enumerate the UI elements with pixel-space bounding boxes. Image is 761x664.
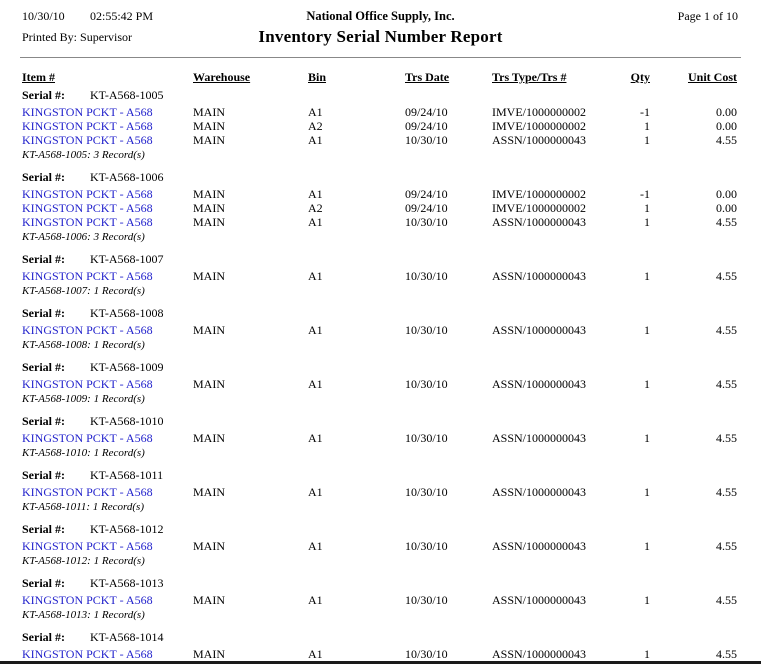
bin-cell: A1 xyxy=(308,431,323,445)
serial-group xyxy=(0,576,761,622)
serial-rows xyxy=(0,593,761,607)
trs-type-cell: IMVE/1000000002 xyxy=(492,105,586,119)
serial-group xyxy=(0,414,761,460)
qty-cell: 1 xyxy=(644,377,650,391)
table-row xyxy=(0,201,761,215)
group-record-count: KT-A568-1013: 1 Record(s) xyxy=(22,609,145,621)
group-record-count: KT-A568-1012: 1 Record(s) xyxy=(22,555,145,567)
serial-label: Serial #: xyxy=(22,522,65,536)
unit-cost-cell: 0.00 xyxy=(716,201,737,215)
trs-type-cell: ASSN/1000000043 xyxy=(492,269,587,283)
qty-cell: 1 xyxy=(644,485,650,499)
serial-number: KT-A568-1014 xyxy=(90,630,164,644)
unit-cost-cell: 4.55 xyxy=(716,215,737,229)
serial-number: KT-A568-1012 xyxy=(90,522,164,536)
serial-number: KT-A568-1007 xyxy=(90,252,164,266)
report-header-top xyxy=(0,0,761,22)
warehouse-cell: MAIN xyxy=(193,377,225,391)
unit-cost-cell: 4.55 xyxy=(716,133,737,147)
qty-cell: 1 xyxy=(644,323,650,337)
trs-date-cell: 10/30/10 xyxy=(405,377,448,391)
serial-line xyxy=(0,468,761,482)
item-link[interactable]: KINGSTON PCKT - A568 xyxy=(22,323,153,337)
bin-cell: A1 xyxy=(308,187,323,201)
serial-number: KT-A568-1010 xyxy=(90,414,164,428)
unit-cost-cell: 4.55 xyxy=(716,593,737,607)
trs-type-cell: ASSN/1000000043 xyxy=(492,593,587,607)
serial-line xyxy=(0,360,761,374)
warehouse-cell: MAIN xyxy=(193,647,225,661)
qty-cell: 1 xyxy=(644,539,650,553)
trs-date-cell: 10/30/10 xyxy=(405,539,448,553)
item-link[interactable]: KINGSTON PCKT - A568 xyxy=(22,431,153,445)
serial-label: Serial #: xyxy=(22,88,65,102)
serial-line xyxy=(0,306,761,320)
serial-number: KT-A568-1005 xyxy=(90,88,164,102)
table-row xyxy=(0,377,761,391)
table-row xyxy=(0,539,761,553)
column-header-trs-type: Trs Type/Trs # xyxy=(492,70,567,84)
table-row xyxy=(0,215,761,229)
item-link[interactable]: KINGSTON PCKT - A568 xyxy=(22,119,153,133)
group-record-count: KT-A568-1005: 3 Record(s) xyxy=(22,149,145,161)
serial-number: KT-A568-1009 xyxy=(90,360,164,374)
qty-cell: -1 xyxy=(640,187,650,201)
column-header-item: Item # xyxy=(22,70,55,84)
serial-group xyxy=(0,468,761,514)
table-row xyxy=(0,119,761,133)
trs-type-cell: ASSN/1000000043 xyxy=(492,539,587,553)
item-link[interactable]: KINGSTON PCKT - A568 xyxy=(22,133,153,147)
serial-label: Serial #: xyxy=(22,306,65,320)
trs-type-cell: ASSN/1000000043 xyxy=(492,215,587,229)
serial-rows xyxy=(0,647,761,661)
serial-label: Serial #: xyxy=(22,414,65,428)
report-body xyxy=(0,88,761,661)
trs-date-cell: 10/30/10 xyxy=(405,215,448,229)
column-header-unit-cost: Unit Cost xyxy=(687,70,737,84)
serial-rows xyxy=(0,187,761,229)
qty-cell: 1 xyxy=(644,647,650,661)
trs-date-cell: 10/30/10 xyxy=(405,485,448,499)
serial-line xyxy=(0,414,761,428)
table-row xyxy=(0,593,761,607)
unit-cost-cell: 0.00 xyxy=(716,187,737,201)
item-link[interactable]: KINGSTON PCKT - A568 xyxy=(22,187,153,201)
qty-cell: 1 xyxy=(644,215,650,229)
warehouse-cell: MAIN xyxy=(193,119,225,133)
qty-cell: 1 xyxy=(644,593,650,607)
serial-line xyxy=(0,170,761,184)
serial-line xyxy=(0,522,761,536)
warehouse-cell: MAIN xyxy=(193,593,225,607)
table-row xyxy=(0,187,761,201)
bin-cell: A1 xyxy=(308,485,323,499)
trs-type-cell: IMVE/1000000002 xyxy=(492,201,586,215)
printed-by-label: Printed By: xyxy=(22,30,78,44)
serial-group xyxy=(0,88,761,162)
table-row xyxy=(0,323,761,337)
printed-by-value: Supervisor xyxy=(80,30,133,44)
serial-rows xyxy=(0,431,761,445)
table-row xyxy=(0,105,761,119)
table-row xyxy=(0,269,761,283)
unit-cost-cell: 4.55 xyxy=(716,269,737,283)
trs-type-cell: IMVE/1000000002 xyxy=(492,119,586,133)
item-link[interactable]: KINGSTON PCKT - A568 xyxy=(22,269,153,283)
item-link[interactable]: KINGSTON PCKT - A568 xyxy=(22,485,153,499)
trs-type-cell: IMVE/1000000002 xyxy=(492,187,586,201)
bin-cell: A1 xyxy=(308,105,323,119)
page-indicator: Page 1 of 10 xyxy=(677,9,738,23)
serial-group xyxy=(0,522,761,568)
group-record-count: KT-A568-1006: 3 Record(s) xyxy=(22,231,145,243)
trs-type-cell: ASSN/1000000043 xyxy=(492,377,587,391)
item-link[interactable]: KINGSTON PCKT - A568 xyxy=(22,593,153,607)
unit-cost-cell: 0.00 xyxy=(716,119,737,133)
report-time: 02:55:42 PM xyxy=(90,9,154,23)
table-row xyxy=(0,485,761,499)
serial-label: Serial #: xyxy=(22,576,65,590)
table-row xyxy=(0,647,761,661)
trs-type-cell: ASSN/1000000043 xyxy=(492,485,587,499)
group-record-count: KT-A568-1007: 1 Record(s) xyxy=(22,285,145,297)
serial-group xyxy=(0,306,761,352)
serial-label: Serial #: xyxy=(22,170,65,184)
qty-cell: 1 xyxy=(644,119,650,133)
unit-cost-cell: 4.55 xyxy=(716,485,737,499)
group-record-count: KT-A568-1009: 1 Record(s) xyxy=(22,393,145,405)
serial-number: KT-A568-1006 xyxy=(90,170,164,184)
serial-rows xyxy=(0,105,761,147)
serial-label: Serial #: xyxy=(22,252,65,266)
item-link[interactable]: KINGSTON PCKT - A568 xyxy=(22,215,153,229)
warehouse-cell: MAIN xyxy=(193,431,225,445)
group-record-count: KT-A568-1011: 1 Record(s) xyxy=(22,501,144,513)
item-link[interactable]: KINGSTON PCKT - A568 xyxy=(22,647,153,661)
table-row xyxy=(0,133,761,147)
serial-label: Serial #: xyxy=(22,630,65,644)
trs-date-cell: 10/30/10 xyxy=(405,431,448,445)
unit-cost-cell: 4.55 xyxy=(716,431,737,445)
serial-group xyxy=(0,360,761,406)
trs-date-cell: 09/24/10 xyxy=(405,187,448,201)
column-headers xyxy=(0,70,761,85)
group-record-count: KT-A568-1008: 1 Record(s) xyxy=(22,339,145,351)
qty-cell: 1 xyxy=(644,201,650,215)
bin-cell: A1 xyxy=(308,323,323,337)
serial-label: Serial #: xyxy=(22,468,65,482)
unit-cost-cell: 0.00 xyxy=(716,105,737,119)
bin-cell: A1 xyxy=(308,269,323,283)
serial-group xyxy=(0,630,761,661)
serial-line xyxy=(0,576,761,590)
trs-date-cell: 10/30/10 xyxy=(405,647,448,661)
serial-rows xyxy=(0,485,761,499)
unit-cost-cell: 4.55 xyxy=(716,539,737,553)
trs-date-cell: 10/30/10 xyxy=(405,593,448,607)
report-title: Inventory Serial Number Report xyxy=(258,27,503,46)
trs-type-cell: ASSN/1000000043 xyxy=(492,431,587,445)
table-row xyxy=(0,431,761,445)
serial-rows xyxy=(0,539,761,553)
qty-cell: 1 xyxy=(644,269,650,283)
warehouse-cell: MAIN xyxy=(193,269,225,283)
group-record-count: KT-A568-1010: 1 Record(s) xyxy=(22,447,145,459)
serial-line xyxy=(0,88,761,102)
trs-type-cell: ASSN/1000000043 xyxy=(492,323,587,337)
trs-date-cell: 10/30/10 xyxy=(405,323,448,337)
qty-cell: 1 xyxy=(644,133,650,147)
warehouse-cell: MAIN xyxy=(193,485,225,499)
serial-rows xyxy=(0,323,761,337)
qty-cell: 1 xyxy=(644,431,650,445)
warehouse-cell: MAIN xyxy=(193,187,225,201)
item-link[interactable]: KINGSTON PCKT - A568 xyxy=(22,201,153,215)
bin-cell: A2 xyxy=(308,201,323,215)
warehouse-cell: MAIN xyxy=(193,539,225,553)
column-header-warehouse: Warehouse xyxy=(193,70,251,84)
trs-type-cell: ASSN/1000000043 xyxy=(492,133,587,147)
warehouse-cell: MAIN xyxy=(193,323,225,337)
item-link[interactable]: KINGSTON PCKT - A568 xyxy=(22,105,153,119)
bin-cell: A1 xyxy=(308,539,323,553)
report-date: 10/30/10 xyxy=(22,9,65,23)
unit-cost-cell: 4.55 xyxy=(716,647,737,661)
serial-rows xyxy=(0,377,761,391)
bin-cell: A2 xyxy=(308,119,323,133)
serial-number: KT-A568-1008 xyxy=(90,306,164,320)
qty-cell: -1 xyxy=(640,105,650,119)
trs-date-cell: 10/30/10 xyxy=(405,133,448,147)
bin-cell: A1 xyxy=(308,647,323,661)
trs-date-cell: 09/24/10 xyxy=(405,119,448,133)
serial-label: Serial #: xyxy=(22,360,65,374)
serial-line xyxy=(0,252,761,266)
trs-type-cell: ASSN/1000000043 xyxy=(492,647,587,661)
serial-group xyxy=(0,252,761,298)
unit-cost-cell: 4.55 xyxy=(716,377,737,391)
serial-number: KT-A568-1013 xyxy=(90,576,164,590)
item-link[interactable]: KINGSTON PCKT - A568 xyxy=(22,377,153,391)
bin-cell: A1 xyxy=(308,377,323,391)
header-divider xyxy=(20,57,741,58)
company-name: National Office Supply, Inc. xyxy=(306,9,455,23)
column-header-qty: Qty xyxy=(630,70,650,84)
bin-cell: A1 xyxy=(308,133,323,147)
warehouse-cell: MAIN xyxy=(193,105,225,119)
unit-cost-cell: 4.55 xyxy=(716,323,737,337)
serial-rows xyxy=(0,269,761,283)
bin-cell: A1 xyxy=(308,215,323,229)
warehouse-cell: MAIN xyxy=(193,133,225,147)
serial-line xyxy=(0,630,761,644)
warehouse-cell: MAIN xyxy=(193,201,225,215)
warehouse-cell: MAIN xyxy=(193,215,225,229)
bin-cell: A1 xyxy=(308,593,323,607)
serial-number: KT-A568-1011 xyxy=(90,468,164,482)
trs-date-cell: 09/24/10 xyxy=(405,105,448,119)
report-header-second xyxy=(0,22,761,50)
trs-date-cell: 10/30/10 xyxy=(405,269,448,283)
trs-date-cell: 09/24/10 xyxy=(405,201,448,215)
column-header-bin: Bin xyxy=(308,70,327,84)
item-link[interactable]: KINGSTON PCKT - A568 xyxy=(22,539,153,553)
column-header-trs-date: Trs Date xyxy=(405,70,450,84)
serial-group xyxy=(0,170,761,244)
